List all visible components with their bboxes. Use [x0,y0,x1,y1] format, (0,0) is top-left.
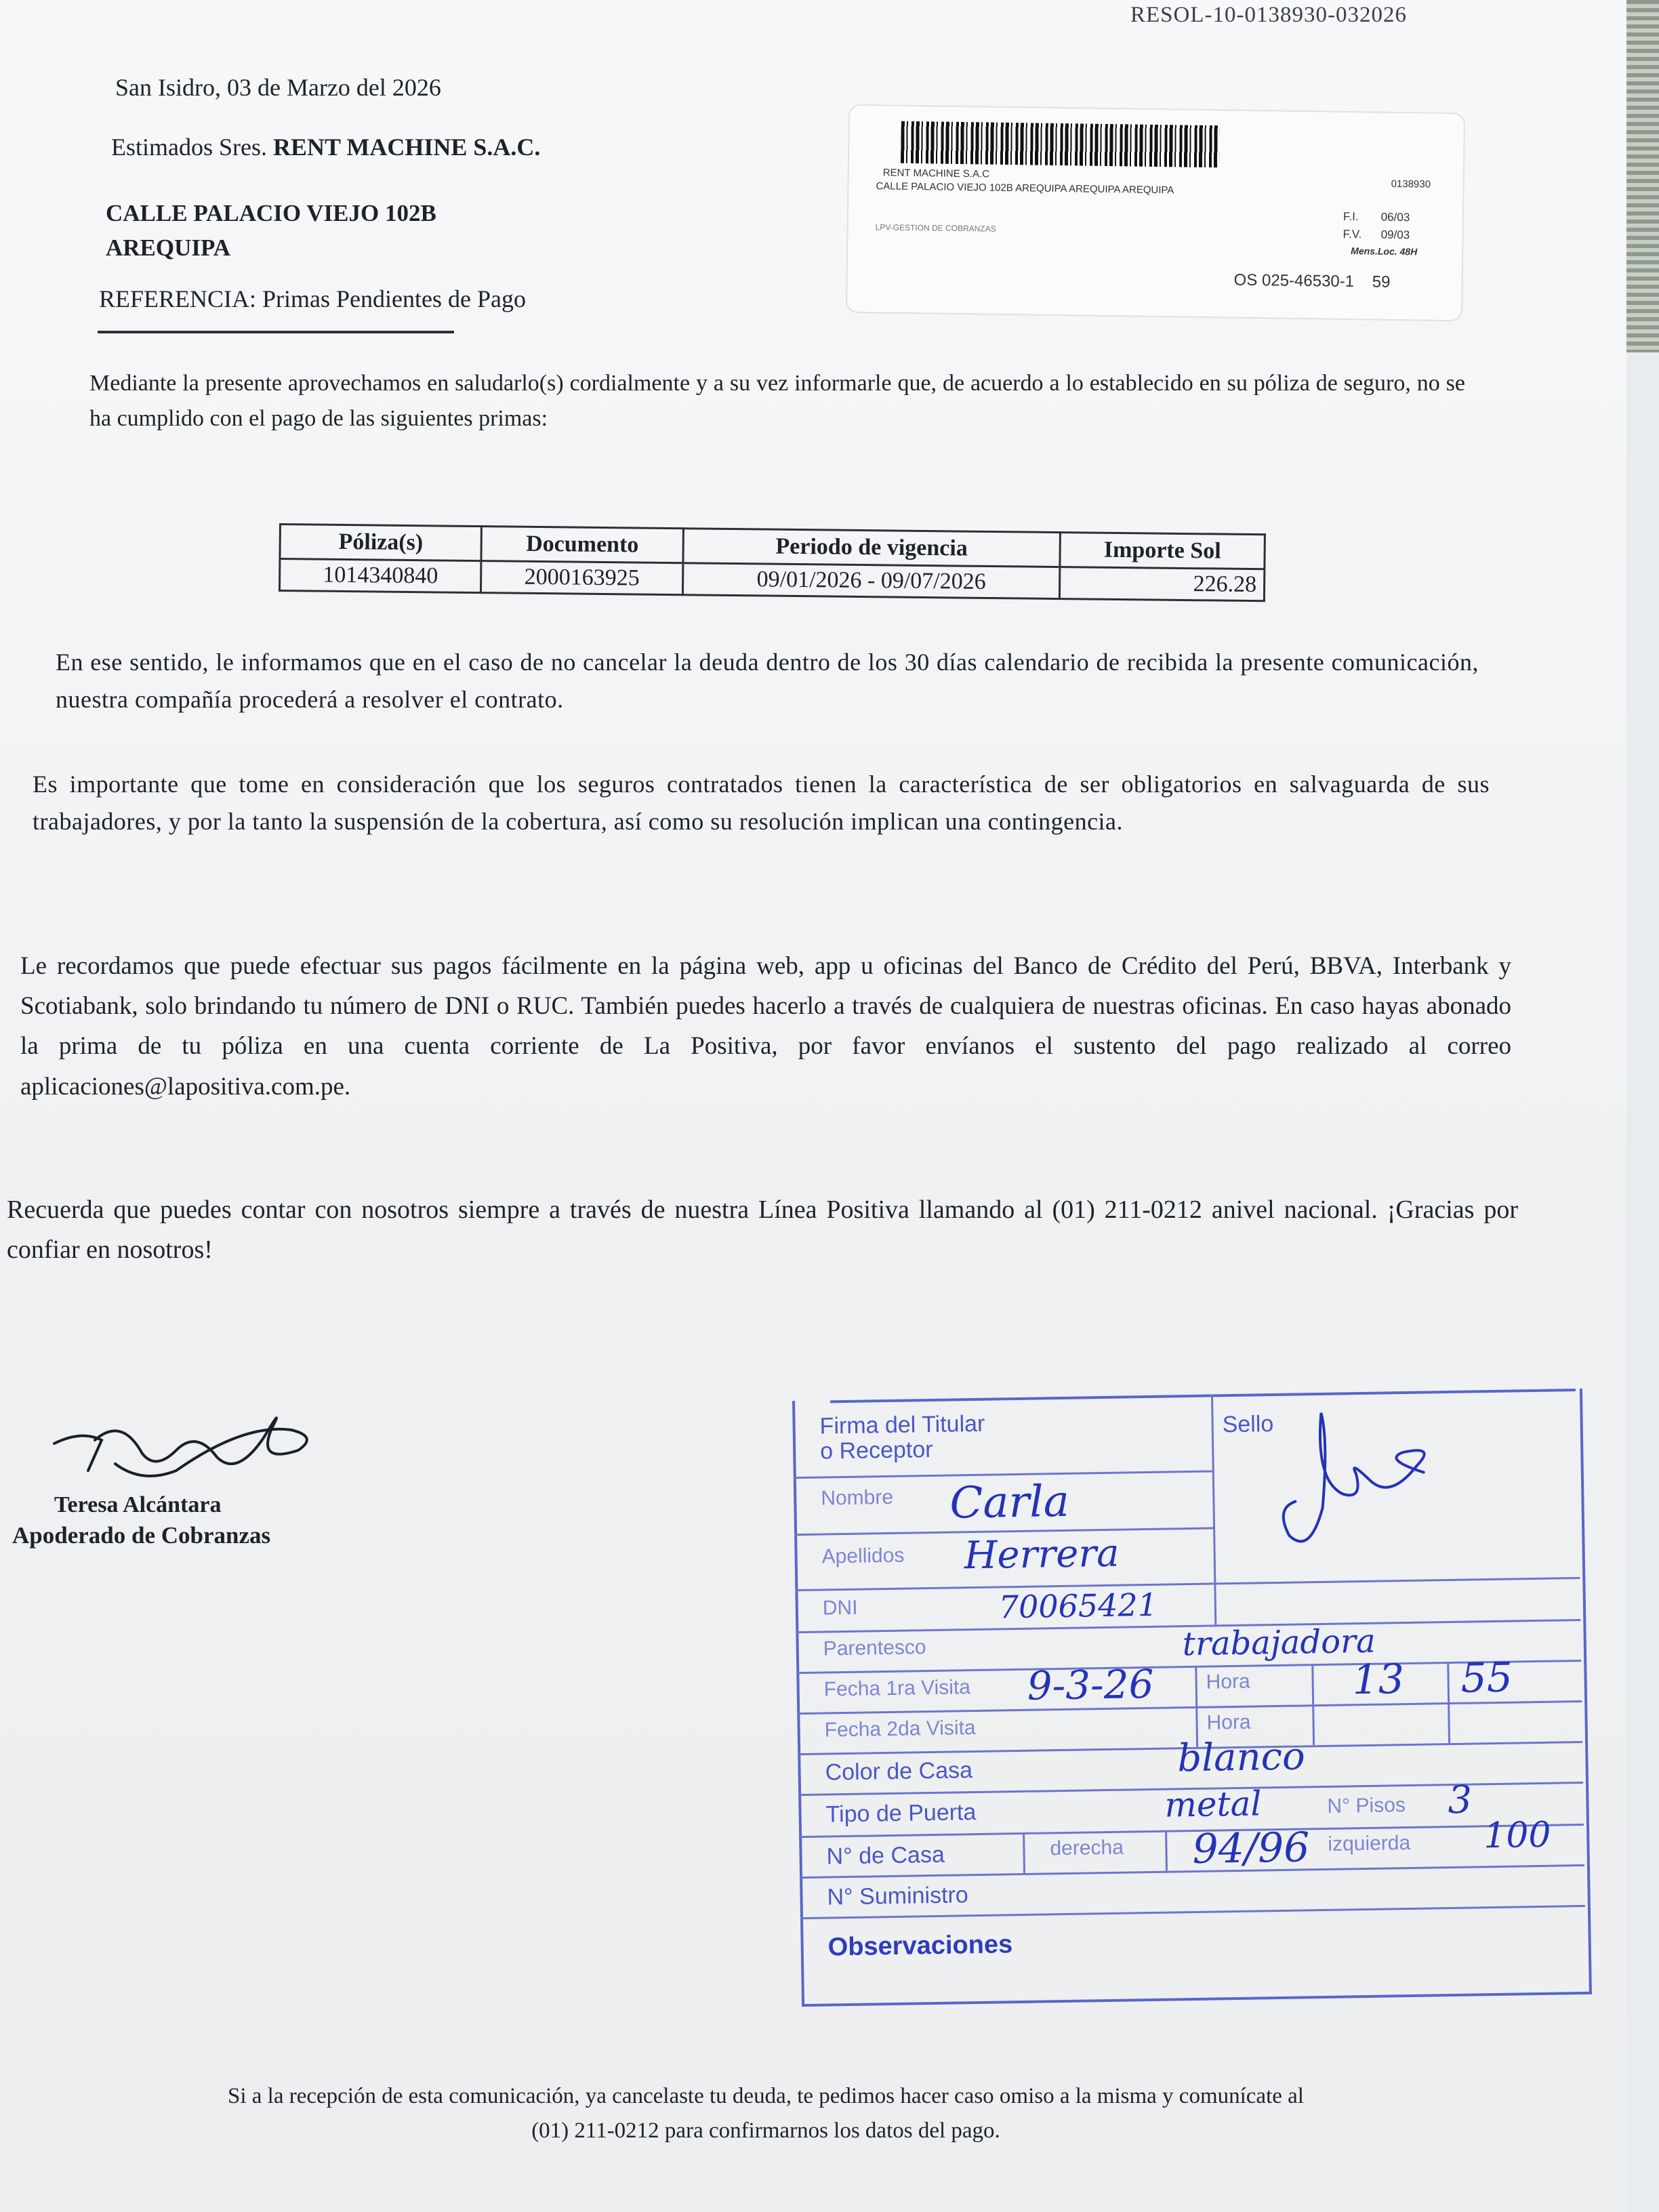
address-line-1: CALLE PALACIO VIEJO 102B [106,200,436,226]
stamp-fecha1-label: Fecha 1ra Visita [823,1676,971,1701]
label-department: LPV-GESTION DE COBRANZAS [875,222,996,234]
date-line: San Isidro, 03 de Marzo del 2026 [115,74,441,101]
paragraph-contact: Recuerda que puedes contar con nosotros siempre a través de nuestra Línea Positiva llamando al (01) 211-0212 anivel nacional. ¡Gracias por confiar en nosotros! [7,1195,1518,1264]
label-os-value: 025-46530-1 [1261,271,1355,291]
mailing-label [846,104,1465,322]
hand-hora-m: 55 [1460,1654,1513,1702]
label-os-suffix: 59 [1372,272,1391,291]
hand-nombre: Carla [949,1476,1070,1529]
delivery-stamp [792,1389,1591,2008]
label-address: CALLE PALACIO VIEJO 102B AREQUIPA AREQUIPA AREQUIPA [876,180,1174,197]
hand-casa-derecha: 94/96 [1191,1824,1310,1873]
stamp-firma-label [819,1412,985,1465]
label-code: 0138930 [1391,178,1431,190]
label-fi [1343,210,1410,225]
paragraph-notice: En ese sentido, le informamos que en el caso de no cancelar la deuda dentro de los 30 días calendario de recibida la presente comunicación, nuestra compañía procederá a resolver el contrato. [56,649,1479,713]
stamp-observaciones-label: Observaciones [827,1930,1013,1962]
stamp-suministro-label: N° Suministro [827,1882,969,1910]
signer-role: Apoderado de Cobranzas [12,1522,271,1549]
barcode [901,121,1220,168]
hand-hora-h: 13 [1352,1656,1405,1704]
amount: 226.28 [1060,567,1265,601]
stamp-casa-label: N° de Casa [826,1841,945,1870]
hand-fecha1: 9-3-26 [1027,1660,1155,1709]
stamp-sello-label: Sello [1222,1411,1274,1438]
reference-underline [98,331,454,333]
paragraph-intro: Mediante la presente aprovechamos en saludarlo(s) cordialmente y a su vez informarle que, de acuerdo a lo establecido en su póliza de seguro, no se ha cumplido con el pago de las siguientes primas: [89,371,1465,431]
reference-line: REFERENCIA: Primas Pendientes de Pago [99,285,526,312]
policy-number: 1014340840 [279,559,481,593]
label-os-label: OS [1233,270,1258,290]
footer-note [115,2079,1416,2148]
label-name: RENT MACHINE S.A.C [882,167,990,180]
stamp-hora2-label: Hora [1206,1711,1251,1734]
receiver-signature [1246,1397,1479,1576]
firma-label-line1: Firma del Titular [819,1410,985,1439]
stamp-fecha2-label: Fecha 2da Visita [824,1717,976,1742]
greeting-prefix: Estimados Sres. [111,134,267,161]
paragraph-payment: Le recordamos que puede efectuar sus pagos fácilmente en la página web, app u oficinas del Banco de Crédito del Perú, BBVA, Interbank y Scotiabank, solo brindando tu número de DNI o RUC. También puedes hacerlo a través de cualquiera de nuestras oficinas. En caso hayas abonado la prima de tu póliza en una cuenta corriente de La Positiva, por favor envíanos el sustento del pago realizado al correo aplicaciones@lapositiva.com.pe. [20,952,1511,1101]
background-edge [1626,0,1659,352]
label-os [1233,271,1390,293]
recipient-name: RENT MACHINE S.A.C. [273,134,541,161]
hand-color: blanco [1176,1734,1306,1781]
recipient-address [106,197,436,266]
label-fi-label: F.I. [1343,209,1359,224]
stamp-parentesco-label: Parentesco [823,1636,926,1660]
stamp-derecha-label: derecha [1050,1836,1124,1860]
document-number: 2000163925 [481,561,683,595]
hand-tipo-puerta: metal [1164,1784,1262,1825]
greeting [111,133,540,161]
stamp-tipo-puerta-label: Tipo de Puerta [825,1799,977,1828]
address-line-2: AREQUIPA [106,234,231,261]
footer-line-2: (01) 211-0212 para confirmarnos los datos del pago. [531,2118,1000,2144]
column-header: Importe Sol [1060,533,1265,569]
stamp-pisos-label: N° Pisos [1327,1794,1406,1818]
pending-premiums-table [279,523,1266,602]
firma-label-line2: o Receptor [819,1437,933,1465]
hand-pisos: 3 [1447,1778,1473,1823]
label-fv-label: F.V. [1343,227,1362,241]
hand-casa-izquierda: 100 [1483,1814,1551,1857]
footer-line-1: Si a la recepción de esta comunicación, ya cancelaste tu deuda, te pedimos hacer caso omiso a la misma y comunícate al [228,2084,1304,2108]
label-fi-value: 06/03 [1380,210,1410,224]
label-mens: Mens.Loc. 48H [1351,245,1418,258]
label-fv [1343,228,1410,243]
hand-apellidos: Herrera [964,1531,1120,1578]
hand-parentesco: trabajadora [1182,1622,1376,1664]
hand-dni: 70065421 [998,1586,1158,1626]
signer-name: Teresa Alcántara [54,1492,222,1517]
stamp-hora1-label: Hora [1206,1670,1250,1694]
stamp-nombre-label: Nombre [821,1486,894,1510]
column-header: Periodo de vigencia [683,529,1061,567]
stamp-dni-label: DNI [822,1596,858,1620]
stamp-color-label: Color de Casa [825,1757,973,1786]
column-header: Póliza(s) [280,525,482,561]
stamp-apellidos-label: Apellidos [821,1544,905,1568]
resolution-code: RESOL-10-0138930-032026 [1130,3,1407,27]
paragraph-importance: Es importante que tome en consideración que los seguros contratados tienen la característica de ser obligatorios en salvaguarda de sus trabajadores, y por la tanto la suspensión de la cobertura, así como su resolución implican una contingencia. [33,771,1490,835]
column-header: Documento [481,527,683,563]
stamp-izquierda-label: izquierda [1328,1831,1411,1856]
label-fv-value: 09/03 [1380,228,1410,242]
validity-period: 09/01/2026 - 09/07/2026 [682,563,1060,599]
